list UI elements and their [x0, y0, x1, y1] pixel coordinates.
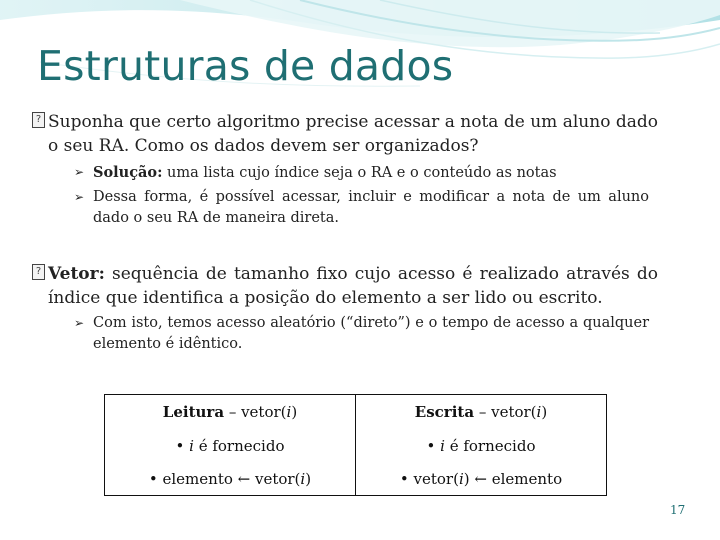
table-cell: • elemento ← vetor(i): [105, 463, 356, 496]
bullet-1-sub-2: [74, 187, 649, 229]
sub-text: Dessa forma, é possível acessar, incluir e modificar a nota de um aluno dado o seu RA de maneira direta.: [93, 189, 649, 226]
sub-bold-label: Solução:: [93, 164, 163, 181]
table-cell: • vetor(i) ← elemento: [356, 463, 607, 496]
read-write-table: [104, 394, 607, 495]
bullet-1-text: Suponha que certo algoritmo precise acessar a nota de um aluno dado o seu RA. Como os dados devem ser organizados?: [48, 112, 658, 156]
square-bullet-icon: ?: [32, 264, 45, 280]
arrow-bullet-icon: ➢: [74, 190, 85, 204]
bullet-1: [35, 110, 658, 158]
bullet-1-sub-1: [74, 162, 649, 184]
bullet-2-text: sequência de tamanho fixo cujo acesso é realizado através do índice que identifica a posição do elemento a ser lido ou escrito.: [48, 264, 658, 308]
bullet-2-sub-1: [74, 313, 649, 355]
table-header-write: Escrita – vetor(i): [356, 395, 607, 429]
sub-text: uma lista cujo índice seja o RA e o conteúdo as notas: [162, 165, 557, 181]
sub-text: Com isto, temos acesso aleatório (“direto”) e o tempo de acesso a qualquer elemento é idêntico.: [93, 315, 649, 352]
table-header-read: Leitura – vetor(i): [105, 395, 356, 429]
bullet-2: [35, 262, 658, 310]
table-cell: • i é fornecido: [105, 429, 356, 463]
table-cell: • i é fornecido: [356, 429, 607, 463]
slide-title: Estruturas de dados: [37, 42, 454, 90]
arrow-bullet-icon: ➢: [74, 165, 85, 179]
arrow-bullet-icon: ➢: [74, 316, 85, 330]
square-bullet-icon: ?: [32, 112, 45, 128]
page-number: 17: [670, 503, 686, 517]
bullet-2-bold: Vetor:: [48, 264, 105, 284]
